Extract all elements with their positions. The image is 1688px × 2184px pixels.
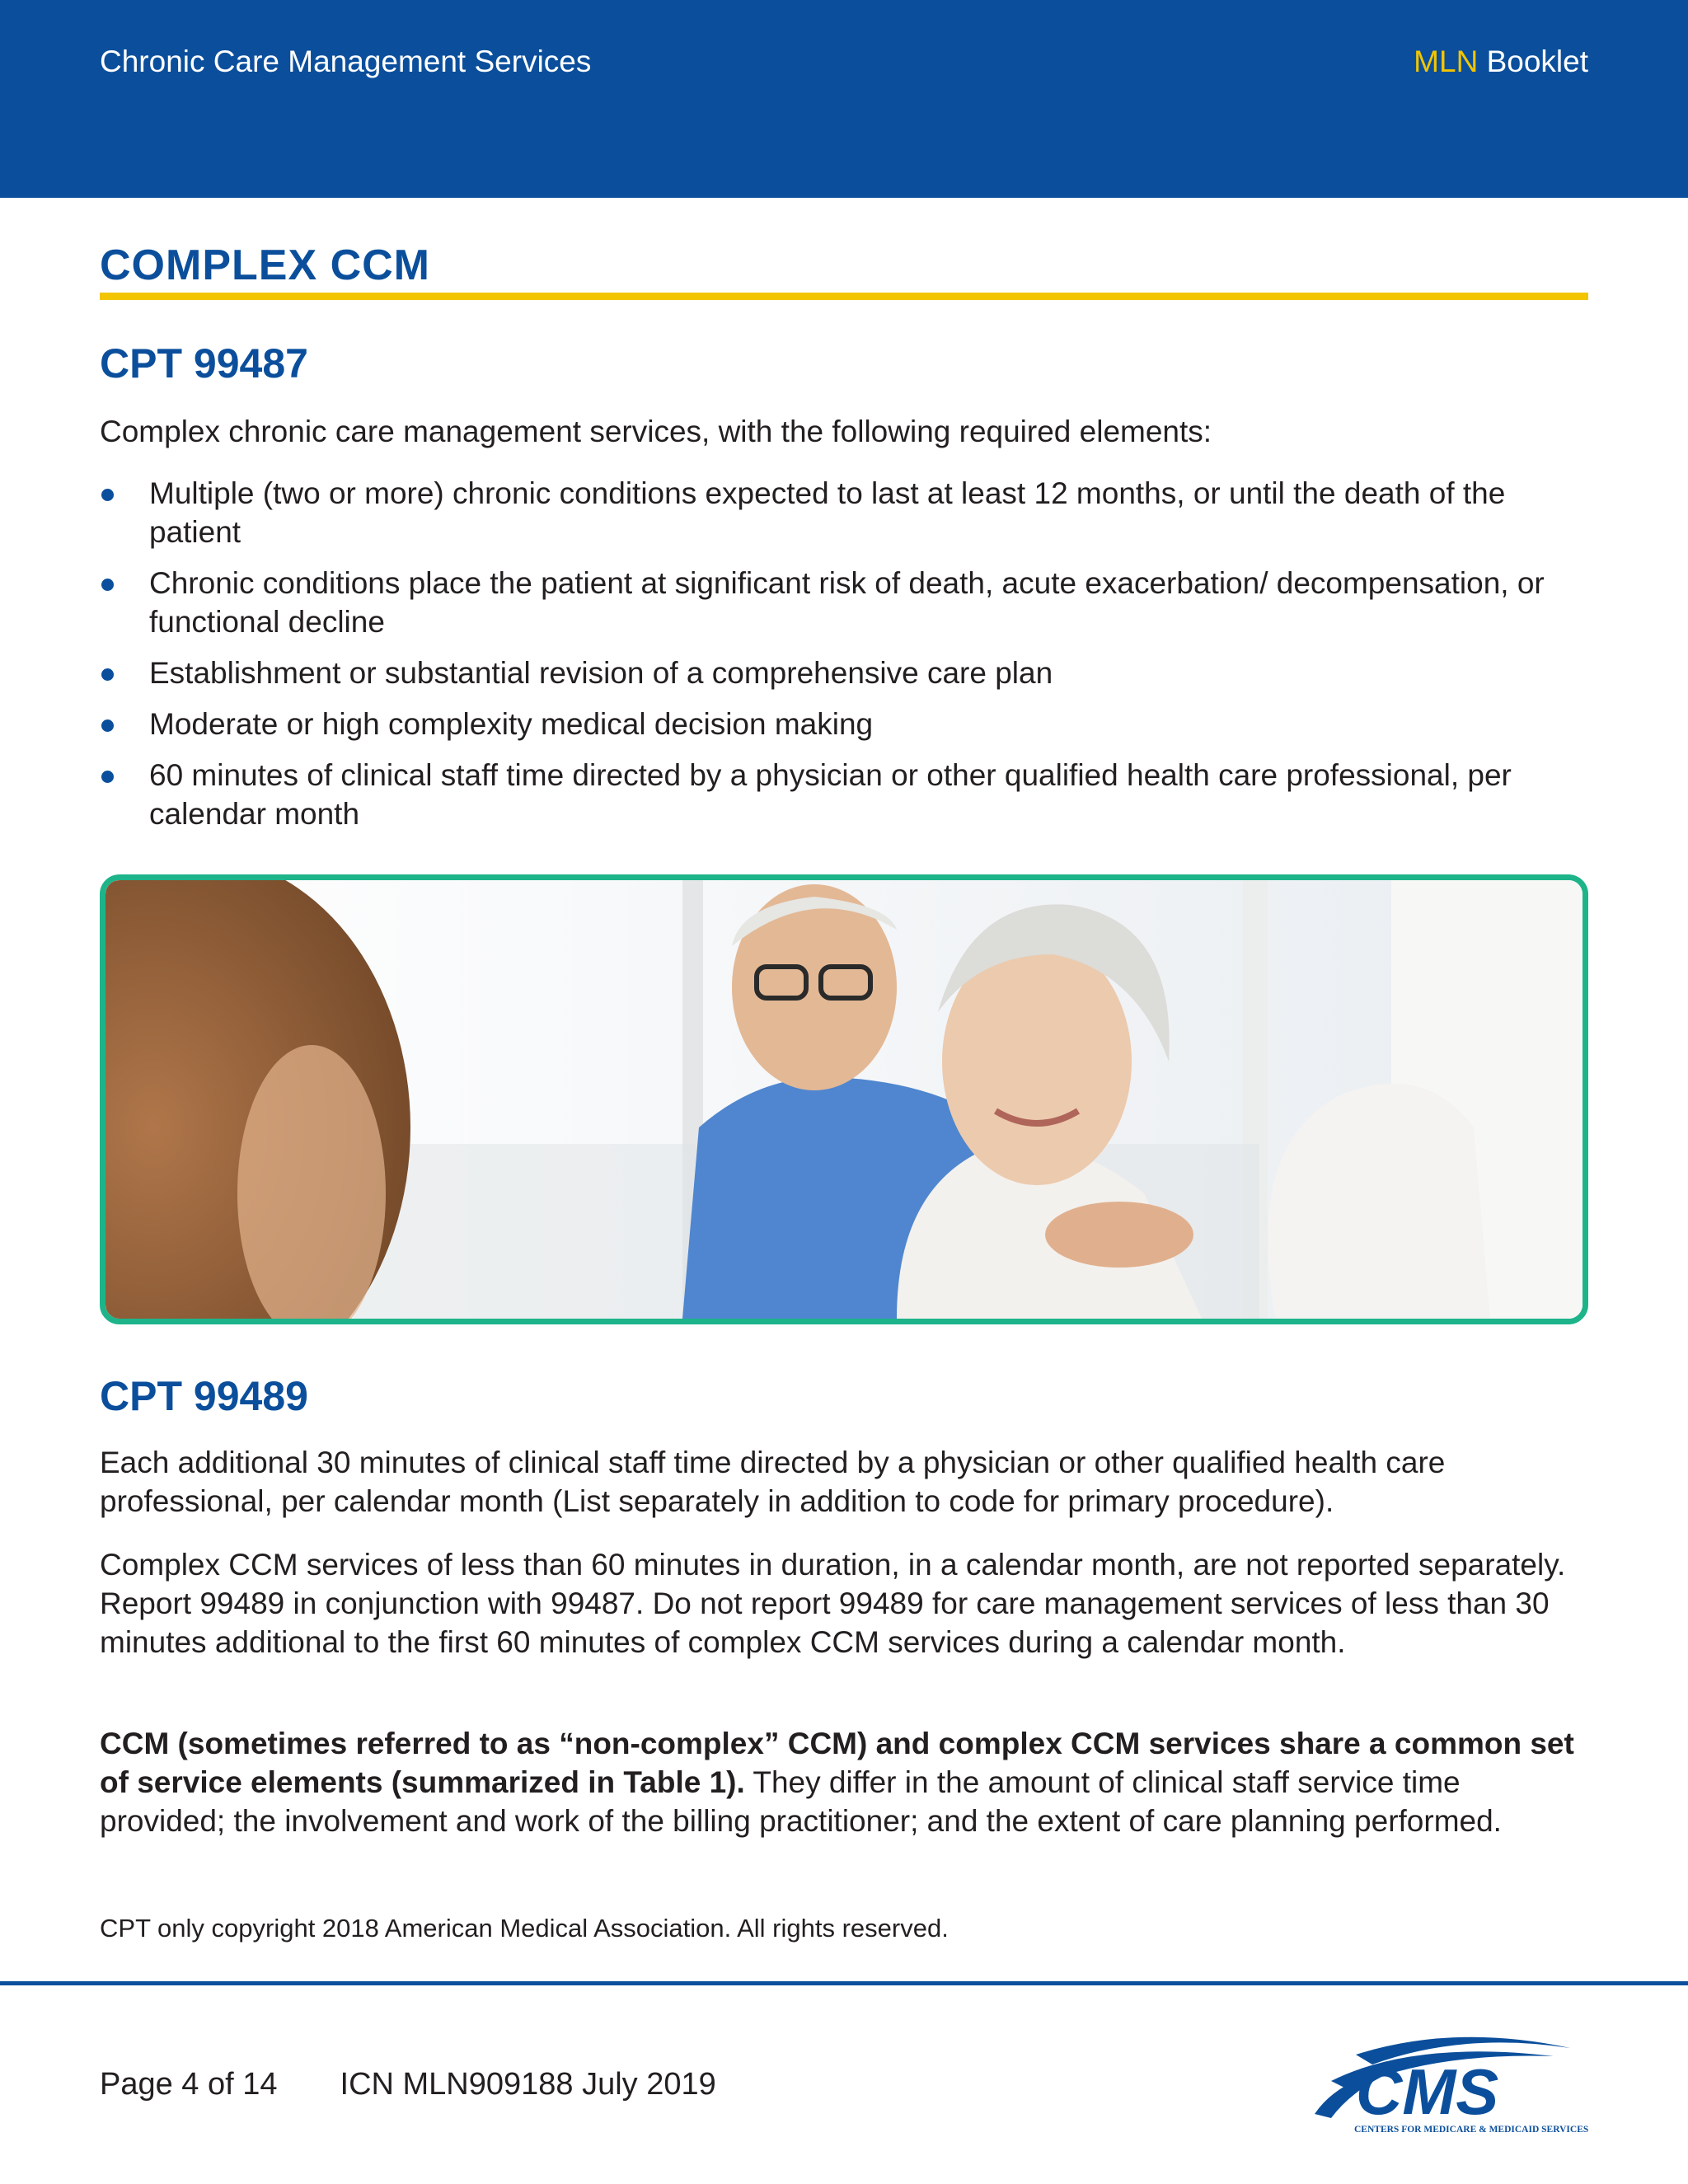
photo-illustration [106, 880, 1582, 1319]
required-elements-list [100, 474, 1592, 846]
ccm-comparison-bold: CCM (sometimes referred to as “non-complex” CCM) and complex CCM services share a common set of service elements (summarized in Table 1). [100, 1727, 1574, 1799]
patient-care-photo [100, 874, 1588, 1324]
cpt-99489-para1: Each additional 30 minutes of clinical staff time directed by a physician or other qualified health care professional, per calendar month (List separately in addition to code for primary procedure). [100, 1446, 1446, 1518]
cpt-99487-intro: Complex chronic care management services, with the following required elements: [100, 415, 1212, 448]
list-item-text: Chronic conditions place the patient at significant risk of death, acute exacerbation/ decompensation, or functional decline [149, 566, 1545, 639]
list-item [100, 705, 1592, 743]
header-title: Chronic Care Management Services [100, 45, 592, 78]
list-item-text: Multiple (two or more) chronic conditions expected to last at least 12 months, or until the death of the patient [149, 476, 1506, 549]
cpt-99489-heading: CPT 99489 [100, 1373, 308, 1419]
icn-number: ICN MLN909188 July 2019 [340, 2067, 716, 2102]
section-title: COMPLEX CCM [100, 241, 430, 289]
mln-label: MLN [1414, 45, 1479, 78]
ccm-comparison-rest: They differ in the amount of clinical staff service time provided; the involvement and work of the billing practitioner; and the extent of care planning performed. [100, 1765, 1502, 1838]
booklet-label: Booklet [1486, 45, 1588, 78]
list-item [100, 756, 1592, 833]
cms-logo-wordmark: CMS [1356, 2055, 1499, 2128]
list-item-text: Establishment or substantial revision of a comprehensive care plan [149, 656, 1053, 690]
bullet-icon [101, 579, 114, 591]
page-footer [100, 2067, 716, 2102]
list-item-text: Moderate or high complexity medical decision making [149, 707, 874, 741]
bullet-icon [101, 668, 114, 681]
cms-logo-tagline: CENTERS FOR MEDICARE & MEDICAID SERVICES [1354, 2125, 1589, 2135]
list-item [100, 564, 1592, 641]
ccm-comparison-para [100, 1724, 1592, 1840]
list-item [100, 474, 1592, 551]
bullet-icon [101, 771, 114, 783]
bullet-icon [101, 489, 114, 501]
cpt-99489-para2: Complex CCM services of less than 60 minutes in duration, in a calendar month, are not reported separately. Report 99489 in conjunction with 99487. Do not report 99489 for care management services of less than 30 minutes additional to the first 60 minutes of complex CCM services during a calendar month. [100, 1548, 1566, 1659]
title-underline [100, 293, 1588, 300]
copyright-notice: CPT only copyright 2018 American Medical Association. All rights reserved. [100, 1914, 949, 1943]
cpt-99487-heading: CPT 99487 [100, 340, 308, 387]
list-item-text: 60 minutes of clinical staff time directed by a physician or other qualified health care professional, per calendar month [149, 758, 1512, 831]
footer-divider [0, 1981, 1688, 1985]
header-booklet-label [1414, 45, 1588, 79]
bullet-icon [101, 719, 114, 732]
list-item [100, 654, 1592, 692]
page-number: Page 4 of 14 [100, 2067, 278, 2102]
page-header [0, 0, 1688, 198]
cms-logo [1306, 2032, 1591, 2139]
